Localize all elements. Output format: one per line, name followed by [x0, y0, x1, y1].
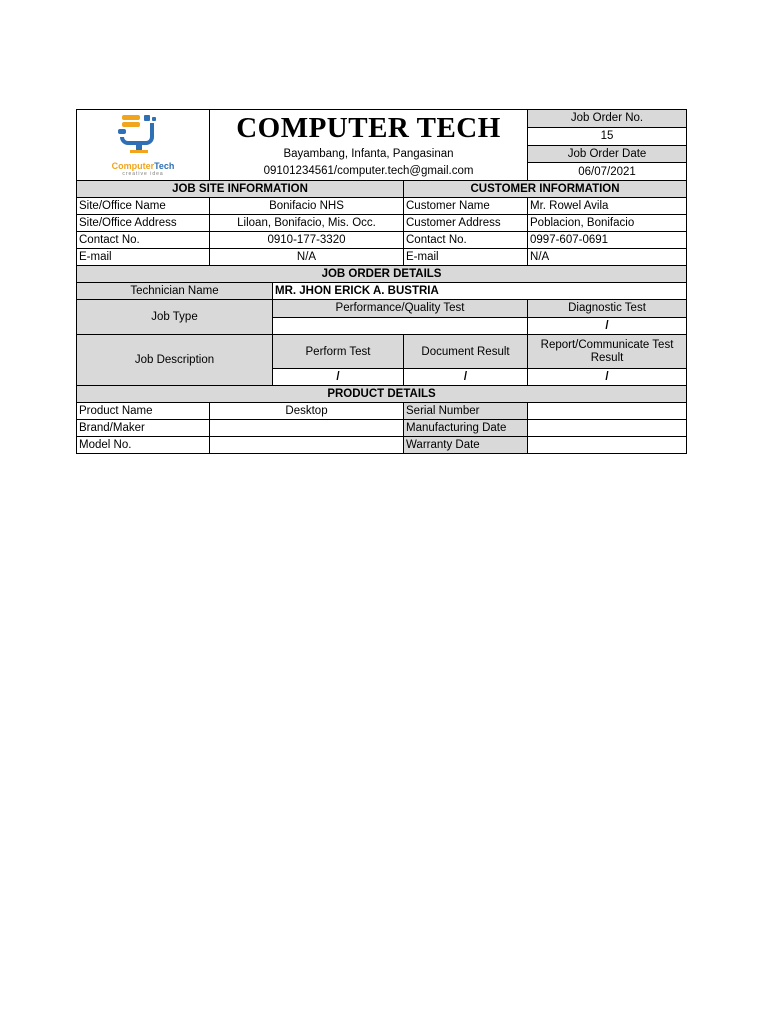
brand-maker-label: Brand/Maker: [77, 420, 210, 437]
job-type-label: Job Type: [77, 300, 273, 335]
job-order-details-header: JOB ORDER DETAILS: [77, 266, 687, 283]
customer-name-value[interactable]: Mr. Rowel Avila: [528, 198, 687, 215]
product-details-header: PRODUCT DETAILS: [77, 386, 687, 403]
performance-test-value[interactable]: [273, 317, 528, 335]
site-contact-value[interactable]: 0910-177-3320: [210, 232, 404, 249]
form-body: [76, 109, 686, 454]
company-address: Bayambang, Infanta, Pangasinan: [210, 145, 528, 163]
job-order-date-label: Job Order Date: [528, 145, 687, 163]
customer-email-label: E-mail: [404, 249, 528, 266]
technician-name-value[interactable]: MR. JHON ERICK A. BUSTRIA: [273, 283, 687, 300]
serial-number-label: Serial Number: [404, 403, 528, 420]
job-order-no-value: 15: [528, 127, 687, 145]
manufacturing-date-label: Manufacturing Date: [404, 420, 528, 437]
warranty-date-value[interactable]: [528, 437, 687, 454]
computer-monitor-icon: [108, 113, 178, 157]
site-name-value[interactable]: Bonifacio NHS: [210, 198, 404, 215]
diagnostic-test-label: Diagnostic Test: [528, 300, 687, 318]
document-result-label: Document Result: [404, 335, 528, 369]
logo-wordmark: ComputerTech: [111, 161, 175, 171]
warranty-date-label: Warranty Date: [404, 437, 528, 454]
site-email-value[interactable]: N/A: [210, 249, 404, 266]
perform-test-label: Perform Test: [273, 335, 404, 369]
model-no-label: Model No.: [77, 437, 210, 454]
form-grid: [76, 109, 687, 266]
customer-contact-value[interactable]: 0997-607-0691: [528, 232, 687, 249]
company-name: COMPUTER TECH: [210, 110, 528, 146]
report-test-result-value[interactable]: /: [528, 369, 687, 386]
job-order-details-table: [76, 265, 687, 386]
customer-email-value[interactable]: N/A: [528, 249, 687, 266]
job-order-no-label: Job Order No.: [528, 110, 687, 128]
customer-contact-label: Contact No.: [404, 232, 528, 249]
site-contact-label: Contact No.: [77, 232, 210, 249]
job-site-section-header: JOB SITE INFORMATION: [77, 181, 404, 198]
site-address-value[interactable]: Liloan, Bonifacio, Mis. Occ.: [210, 215, 404, 232]
document-result-value[interactable]: /: [404, 369, 528, 386]
brand-maker-value[interactable]: [210, 420, 404, 437]
customer-address-value[interactable]: Poblacion, Bonifacio: [528, 215, 687, 232]
product-name-value[interactable]: Desktop: [210, 403, 404, 420]
customer-address-label: Customer Address: [404, 215, 528, 232]
company-contact: 09101234561/computer.tech@gmail.com: [210, 163, 528, 181]
technician-name-label: Technician Name: [77, 283, 273, 300]
performance-test-label: Performance/Quality Test: [273, 300, 528, 318]
product-details-table: [76, 385, 687, 454]
logo-tagline: creative idea: [122, 171, 164, 177]
product-name-label: Product Name: [77, 403, 210, 420]
perform-test-value[interactable]: /: [273, 369, 404, 386]
site-email-label: E-mail: [77, 249, 210, 266]
manufacturing-date-value[interactable]: [528, 420, 687, 437]
logo-cell: [77, 110, 210, 181]
job-order-date-value: 06/07/2021: [528, 163, 687, 181]
report-test-result-label: Report/Communicate Test Result: [528, 335, 687, 369]
site-address-label: Site/Office Address: [77, 215, 210, 232]
customer-name-label: Customer Name: [404, 198, 528, 215]
job-description-label: Job Description: [77, 335, 273, 386]
model-no-value[interactable]: [210, 437, 404, 454]
serial-number-value[interactable]: [528, 403, 687, 420]
site-name-label: Site/Office Name: [77, 198, 210, 215]
customer-section-header: CUSTOMER INFORMATION: [404, 181, 687, 198]
diagnostic-test-value[interactable]: /: [528, 317, 687, 335]
